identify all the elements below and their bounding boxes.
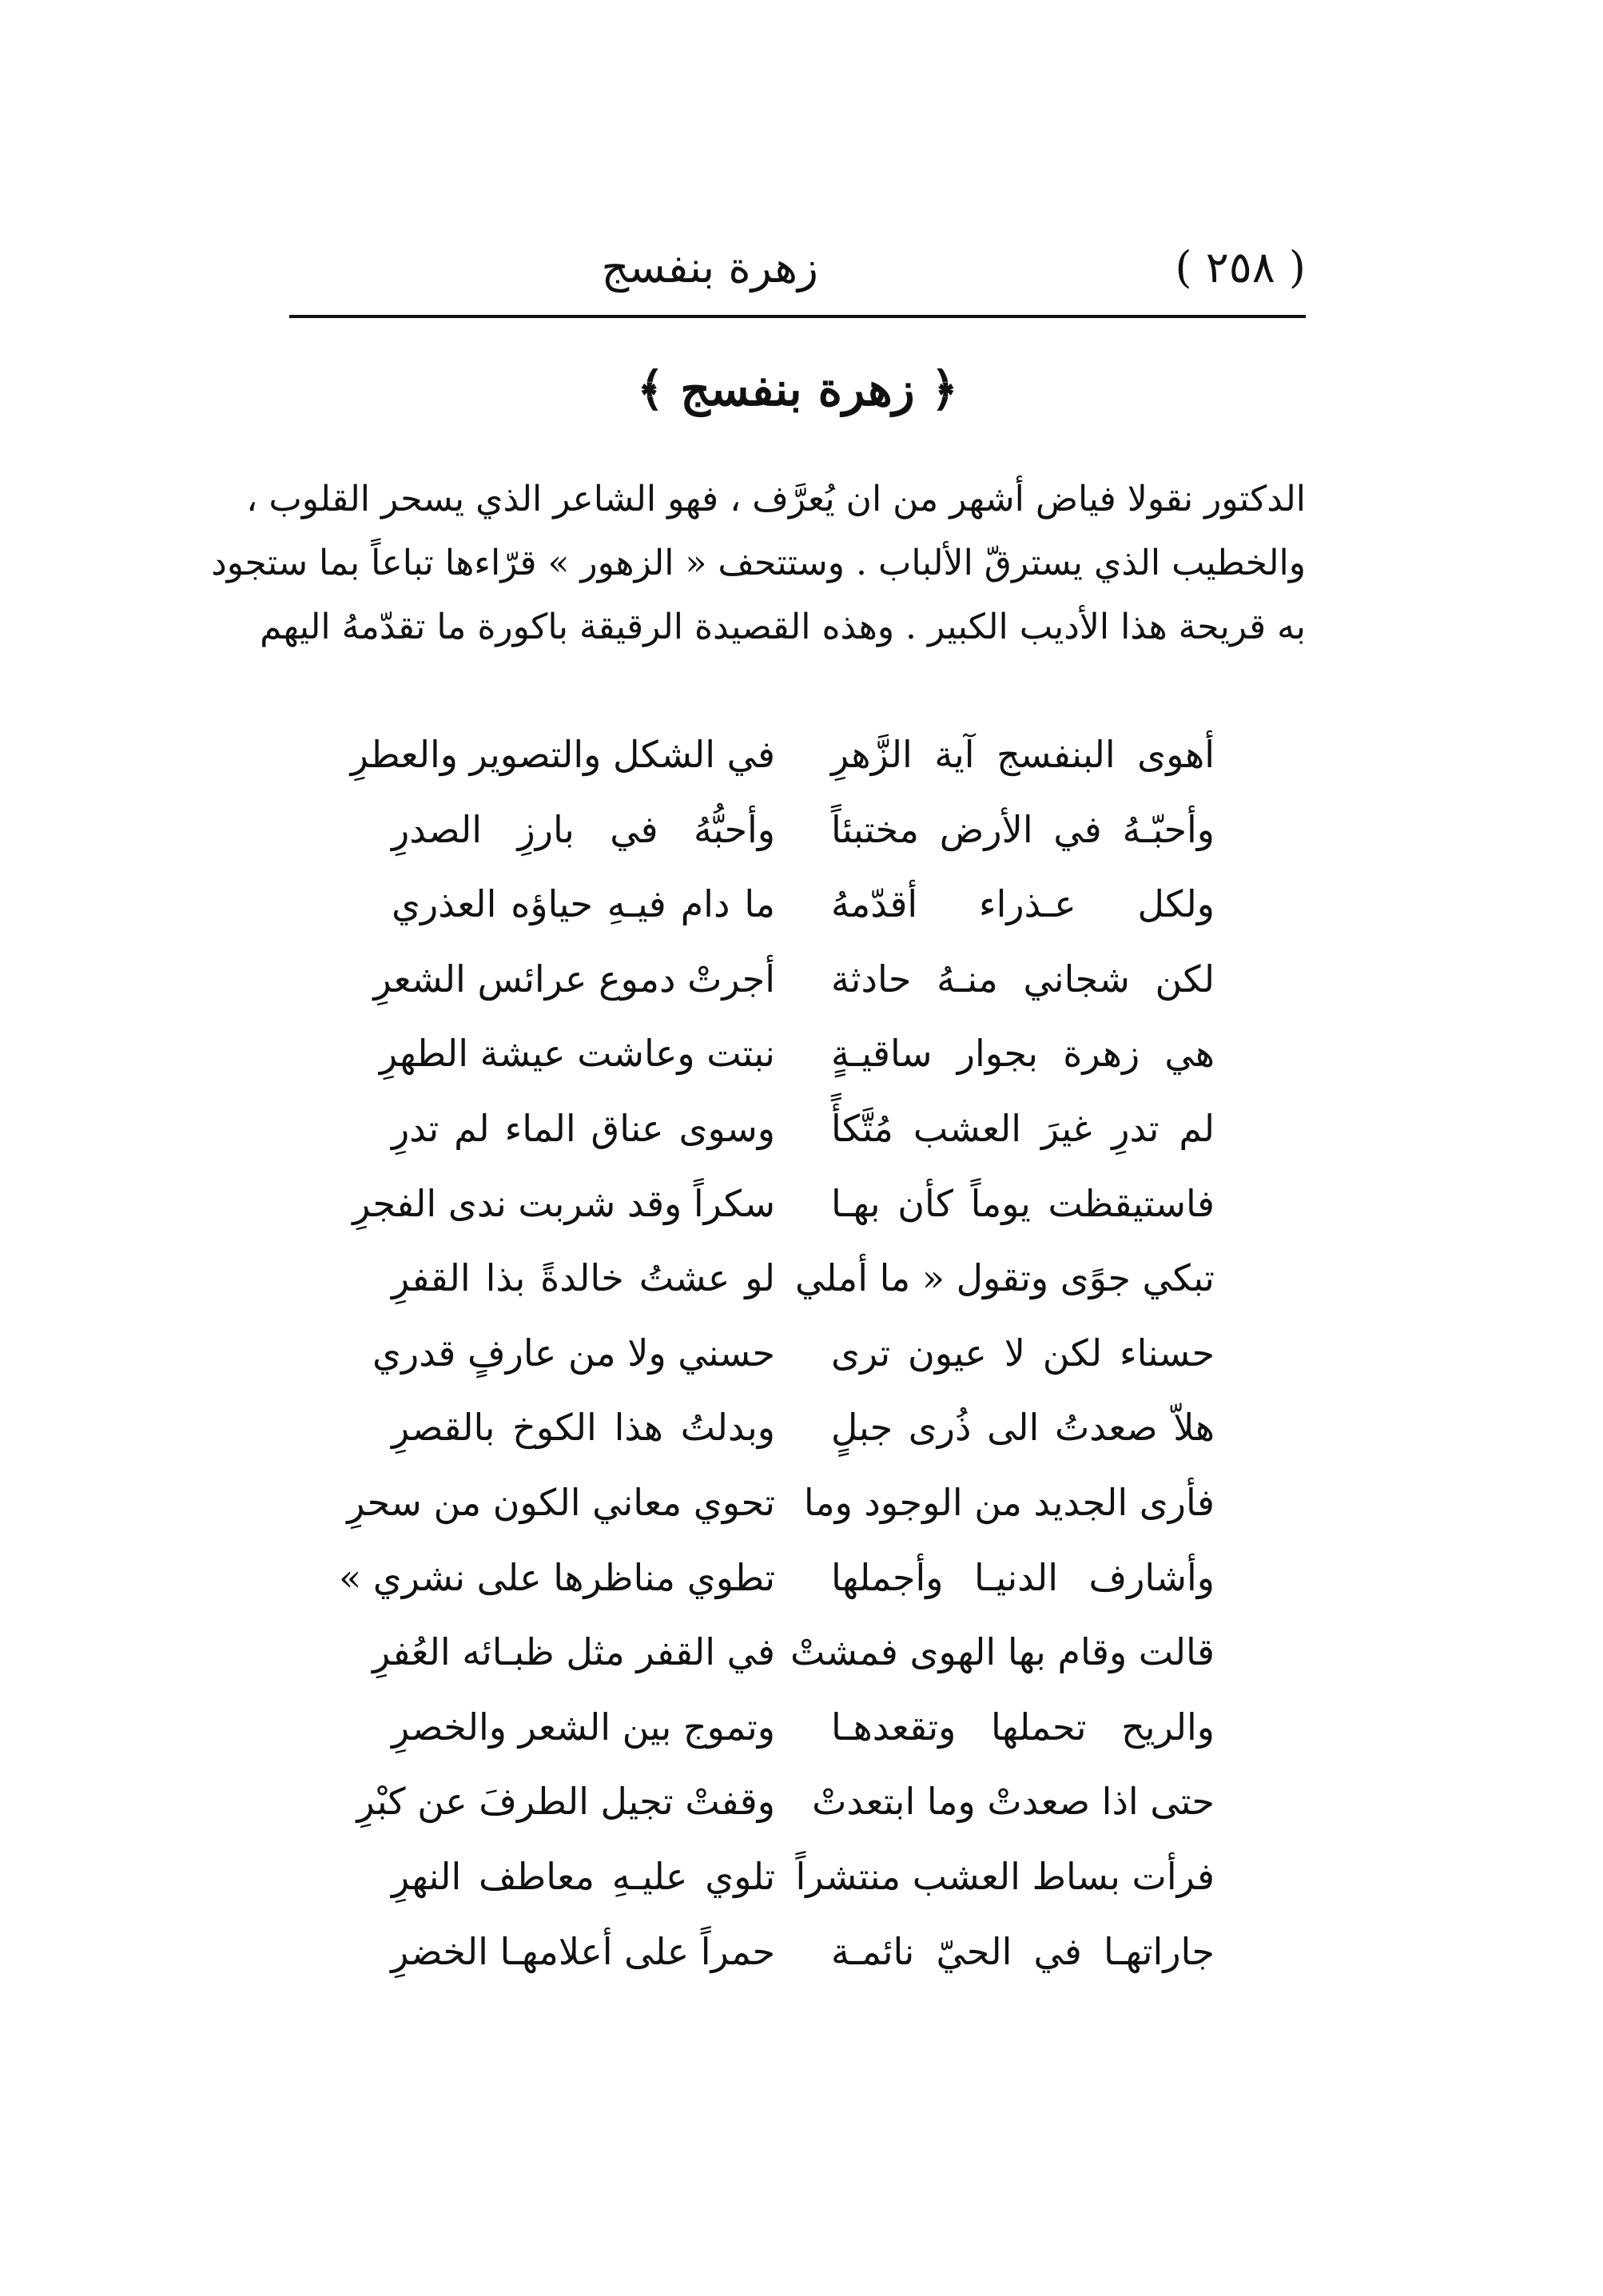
intro-line: به قريحة هذا الأديب الكبير . وهذه القصيدة الرقيقة باكورة ما تقدّمهُ اليهم (260, 607, 1306, 647)
section-heading: ﴿ زهرة بنفسج ﴾ (637, 362, 958, 416)
verse-second-hemistich: ما دام فيـهِ حياؤه العذري (392, 882, 775, 926)
verse-first-hemistich: هلاّ صعدتُ الى ذُرى جبلٍ (831, 1406, 1215, 1450)
poem-verse (392, 1915, 1215, 1990)
poem-verse (352, 1167, 1215, 1242)
verse-first-hemistich: هي زهرة بجوار ساقيـةٍ (831, 1032, 1215, 1076)
verse-second-hemistich: في القفر مثل ظبـائه العُفرِ (372, 1630, 775, 1674)
poem-verse (339, 1541, 1215, 1616)
poem-verse (373, 942, 1215, 1017)
poem-verse (347, 1466, 1215, 1541)
poem-verse (392, 1241, 1215, 1316)
verse-first-hemistich: تبكي جوًى وتقول « ما أملي (794, 1256, 1215, 1300)
header-rule (289, 315, 1306, 318)
verse-first-hemistich: جاراتهـا في الحيّ نائمـة (831, 1929, 1215, 1973)
intro-paragraph (211, 468, 1306, 659)
poem (339, 718, 1215, 1989)
verse-first-hemistich: فرأت بساط العشب منتشراً (795, 1854, 1215, 1898)
verse-first-hemistich: فأرى الجديد من الوجود وما (803, 1480, 1215, 1524)
verse-first-hemistich: ولكل عـذراء أقدّمهُ (831, 882, 1215, 926)
verse-second-hemistich: وقفتْ تجيل الطرفَ عن كبْرِ (356, 1780, 775, 1824)
poem-verse (350, 718, 1215, 793)
verse-second-hemistich: تطوي مناظرها على نشري » (339, 1555, 775, 1599)
verse-second-hemistich: وسوى عناق الماء لم تدرِ (392, 1106, 775, 1150)
verse-second-hemistich: حسني ولا من عارفٍ قدري (372, 1331, 775, 1375)
verse-second-hemistich: لو عشتُ خالدةً بذا القفرِ (392, 1256, 775, 1300)
verse-first-hemistich: والريح تحملها وتقعدهـا (831, 1705, 1215, 1749)
verse-first-hemistich: وأشارف الدنيـا وأجملها (831, 1555, 1215, 1599)
verse-second-hemistich: حمراً على أعلامهـا الخضرِ (391, 1929, 775, 1973)
verse-first-hemistich: أهوى البنفسج آية الزَّهرِ (831, 733, 1215, 776)
running-header (289, 228, 1306, 308)
poem-verse (379, 1017, 1215, 1092)
poem-verse (372, 1615, 1215, 1690)
intro-line: الدكتور نقولا فياض أشهر من ان يُعرَّف ، فهو الشاعر الذي يسحر القلوب ، (246, 479, 1306, 519)
verse-second-hemistich: وبدلتُ هذا الكوخ بالقصرِ (392, 1406, 775, 1450)
poem-verse (392, 1690, 1215, 1765)
verse-first-hemistich: لكن شجاني منـهُ حادثة (831, 957, 1215, 1001)
verse-first-hemistich: وأحبّـهُ في الأرض مختبئاً (831, 807, 1215, 851)
verse-first-hemistich: فاستيقظت يوماً كأن بهـا (831, 1181, 1215, 1225)
verse-second-hemistich: في الشكل والتصوير والعطرِ (350, 733, 775, 776)
verse-second-hemistich: تلوي عليـهِ معاطف النهرِ (392, 1854, 775, 1898)
verse-first-hemistich: حسناء لكن لا عيون ترى (831, 1331, 1215, 1375)
running-header-title: زهرة بنفسج (601, 242, 818, 292)
poem-verse (392, 1391, 1215, 1466)
poem-verse (356, 1765, 1215, 1840)
poem-verse (392, 793, 1215, 868)
poem-verse (392, 1092, 1215, 1167)
verse-first-hemistich: حتى اذا صعدتْ وما ابتعدتْ (812, 1780, 1215, 1824)
verse-second-hemistich: تحوي معاني الكون من سحرِ (347, 1480, 775, 1524)
verse-second-hemistich: أجرتْ دموع عرائس الشعرِ (373, 957, 775, 1001)
poem-verse (372, 1316, 1215, 1391)
verse-first-hemistich: لم تدرِ غيرَ العشب مُتَّكأً (831, 1106, 1215, 1150)
verse-second-hemistich: وأحبُّهُ في بارزِ الصدرِ (392, 807, 775, 851)
verse-first-hemistich: قالت وقام بها الهوى فمشتْ (790, 1630, 1215, 1674)
verse-second-hemistich: وتموج بين الشعر والخصرِ (391, 1705, 775, 1749)
verse-second-hemistich: نبتت وعاشت عيشة الطهرِ (379, 1032, 775, 1076)
poem-verse (392, 867, 1215, 942)
verse-second-hemistich: سكراً وقد شربت ندى الفجرِ (352, 1181, 775, 1225)
intro-line: والخطيب الذي يسترقّ الألباب . وستتحف « الزهور » قرّاءها تباعاً بما ستجود (211, 543, 1306, 583)
poem-verse (392, 1840, 1215, 1915)
page-number: ( ٢٥٨ ) (1175, 242, 1306, 292)
